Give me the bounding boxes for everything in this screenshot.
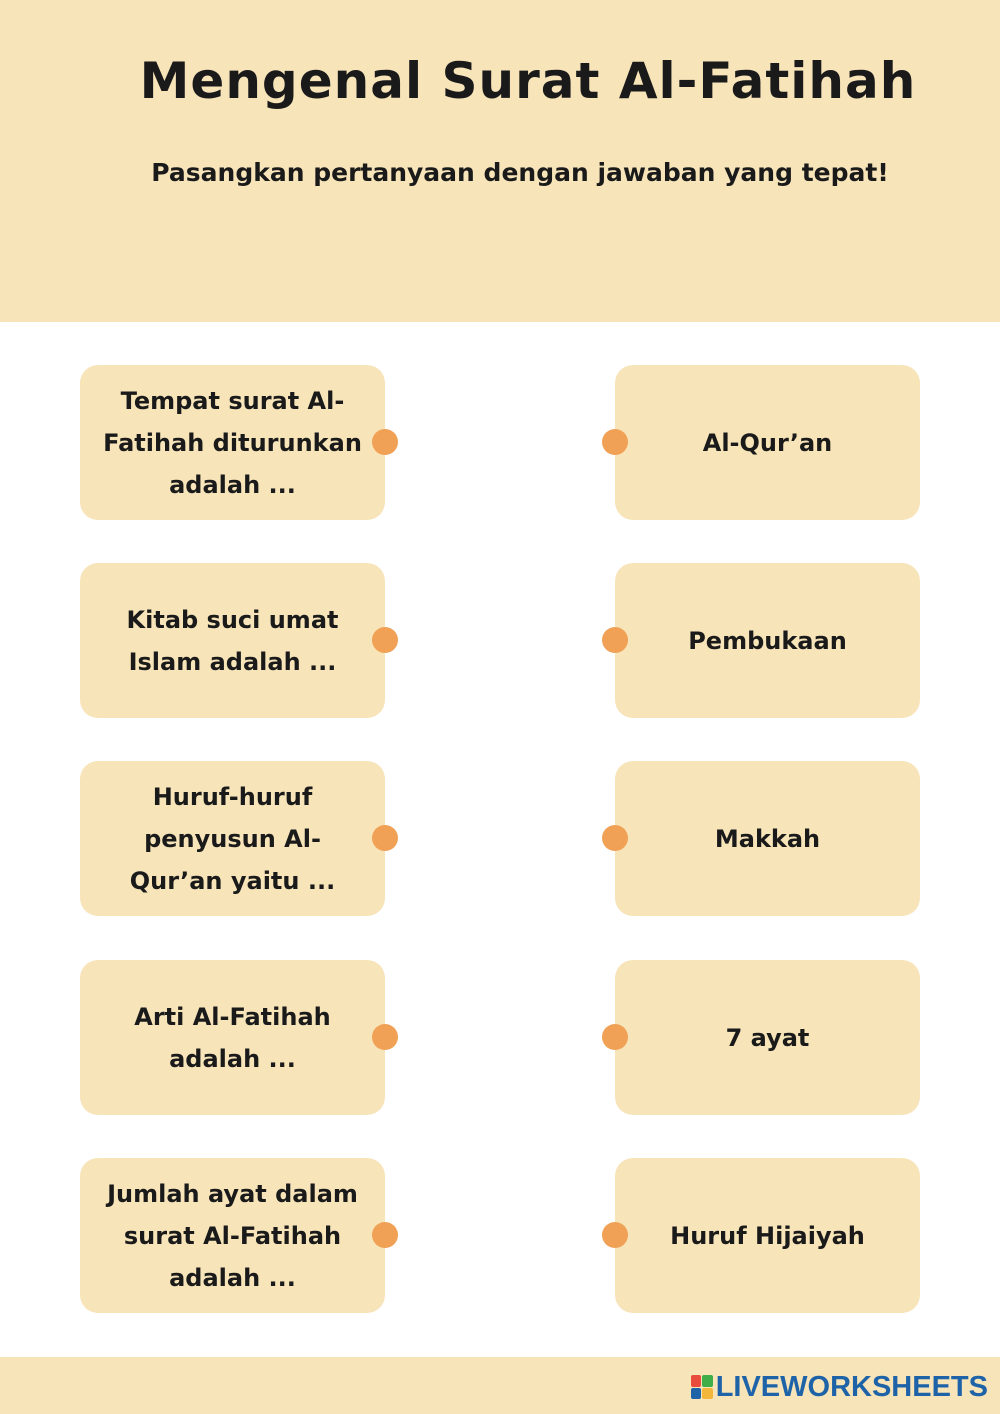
connector-dot[interactable] bbox=[602, 1222, 628, 1248]
connector-dot[interactable] bbox=[372, 1024, 398, 1050]
logo-text: LIVEWORKSHEETS bbox=[715, 1370, 988, 1403]
header-banner bbox=[0, 0, 1000, 322]
connector-dot[interactable] bbox=[602, 1024, 628, 1050]
connector-dot[interactable] bbox=[372, 825, 398, 851]
answer-card-3 bbox=[615, 761, 920, 916]
page-title: Mengenal Surat Al-Fatihah bbox=[139, 52, 917, 110]
answer-card-5 bbox=[615, 1158, 920, 1313]
question-card-1 bbox=[80, 365, 385, 520]
connector-dot[interactable] bbox=[602, 627, 628, 653]
answer-text: Pembukaan bbox=[688, 626, 847, 655]
answer-card-2 bbox=[615, 563, 920, 718]
connector-dot[interactable] bbox=[372, 627, 398, 653]
connector-dot[interactable] bbox=[602, 825, 628, 851]
logo-mark-icon bbox=[691, 1375, 713, 1399]
instructions: Pasangkan pertanyaan dengan jawaban yang tepat! bbox=[151, 158, 889, 187]
question-card-5 bbox=[80, 1158, 385, 1313]
answer-text: Huruf Hijaiyah bbox=[670, 1221, 865, 1250]
answer-text: 7 ayat bbox=[725, 1023, 810, 1052]
question-card-4 bbox=[80, 960, 385, 1115]
connector-dot[interactable] bbox=[602, 429, 628, 455]
question-text: Kitab suci umat Islam adalah ... bbox=[126, 605, 339, 676]
question-text: Jumlah ayat dalam surat Al-Fatihah adalah ... bbox=[107, 1179, 358, 1292]
question-text: Huruf-huruf penyusun Al-Qur’an yaitu ... bbox=[129, 782, 336, 895]
footer-bar bbox=[0, 1357, 1000, 1414]
question-text: Arti Al-Fatihah adalah ... bbox=[134, 1002, 331, 1073]
answer-card-1 bbox=[615, 365, 920, 520]
connector-dot[interactable] bbox=[372, 1222, 398, 1248]
question-card-2 bbox=[80, 563, 385, 718]
question-card-3 bbox=[80, 761, 385, 916]
answer-text: Makkah bbox=[714, 824, 821, 853]
answer-text: Al-Qur’an bbox=[702, 428, 833, 457]
liveworksheets-logo[interactable] bbox=[691, 1371, 988, 1403]
answer-card-4 bbox=[615, 960, 920, 1115]
question-text: Tempat surat Al-Fatihah diturunkan adalah ... bbox=[103, 386, 362, 499]
connector-dot[interactable] bbox=[372, 429, 398, 455]
